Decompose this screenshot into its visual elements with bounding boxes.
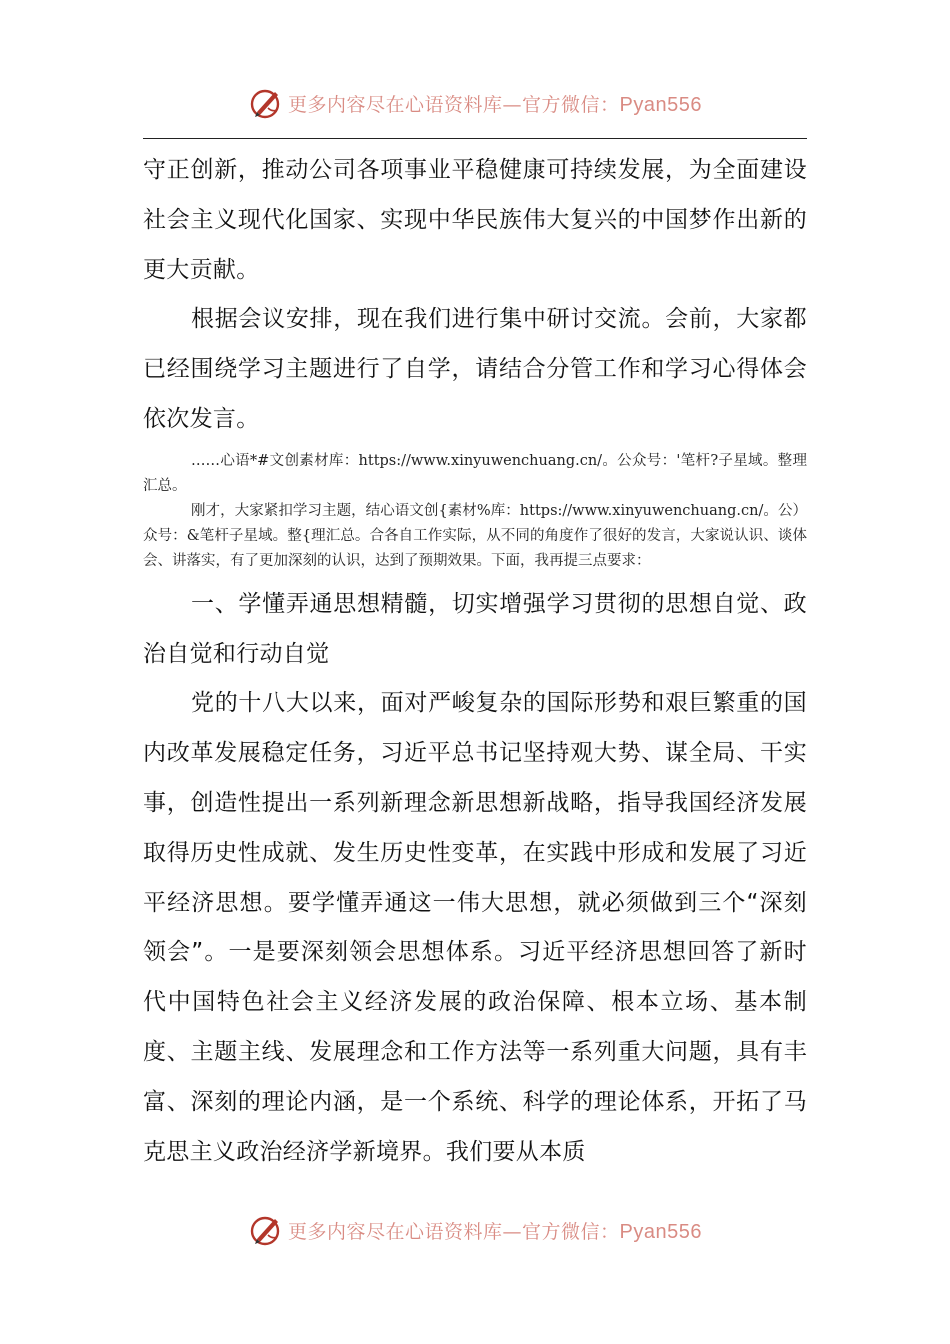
- header-banner: [0, 83, 950, 123]
- section-heading-1: 一、学懂弄通思想精髓，切实增强学习贯彻的思想自觉、政治自觉和行动自觉: [143, 590, 807, 667]
- paragraph-continuation: 守正创新，推动公司各项事业平稳健康可持续发展，为全面建设社会主义现代化国家、实现中华民族伟大复兴的中国梦作出新的更大贡献。: [143, 157, 807, 283]
- header-divider: [143, 138, 807, 139]
- pen-circle-logo-icon: [248, 85, 284, 121]
- banner-text: [288, 1217, 702, 1244]
- footer-banner: [0, 1210, 950, 1250]
- paragraph-meeting-arrangement: 根据会议安排，现在我们进行集中研讨交流。会前，大家都已经围绕学习主题进行了自学，请结合分管工作和学习心得体会依次发言。: [143, 306, 807, 432]
- paragraph-economic-thought: 党的十八大以来，面对严峻复杂的国际形势和艰巨繁重的国内改革发展稳定任务，习近平总书记坚持观大势、谋全局、干实事，创造性提出一系列新理念新思想新战略，指导我国经济发展取得历史性成就、发生历史性变革，在实践中形成和发展了习近平经济思想。要学懂弄通这一伟大思想，就必须做到三个“深刻领会”。一是要深刻领会思想体系。习近平经济思想回答了新时代中国特色社会主义经济发展的政治保障、根本立场、基本制度、主题主线、发展理念和工作方法等一系列重大问题，具有丰富、深刻的理论内涵，是一个系统、科学的理论体系，开拓了马克思主义政治经济学新境界。我们要从本质: [143, 690, 807, 1165]
- banner-wechat-handle: Pyan556: [619, 93, 702, 116]
- banner-label: 更多内容尽在心语资料库—官方微信：: [288, 1220, 620, 1243]
- banner-wechat-handle: Pyan556: [619, 1220, 702, 1243]
- banner-label: 更多内容尽在心语资料库—官方微信：: [288, 93, 620, 116]
- pen-circle-logo-icon: [248, 1212, 284, 1248]
- watermark-notes: [143, 449, 807, 574]
- watermark-note-1: ……心语*#文创素材库：https://www.xinyuwenchuang.cn/。公众号：'笔杆?子星域。整理汇总。: [143, 452, 807, 494]
- banner-text: [288, 90, 702, 117]
- document-body: [143, 146, 807, 1177]
- watermark-note-2: 刚才，大家紧扣学习主题，结心语文创{素材%库：https://www.xinyuwenchuang.cn/。公）众号：&笔杆子星域。整{理汇总。合各自工作实际，从不同的角度作了很好的发言，大家说认识、谈体会、讲落实，有了更加深刻的认识，达到了预期效果。下面，我再提三点要求：: [143, 502, 807, 569]
